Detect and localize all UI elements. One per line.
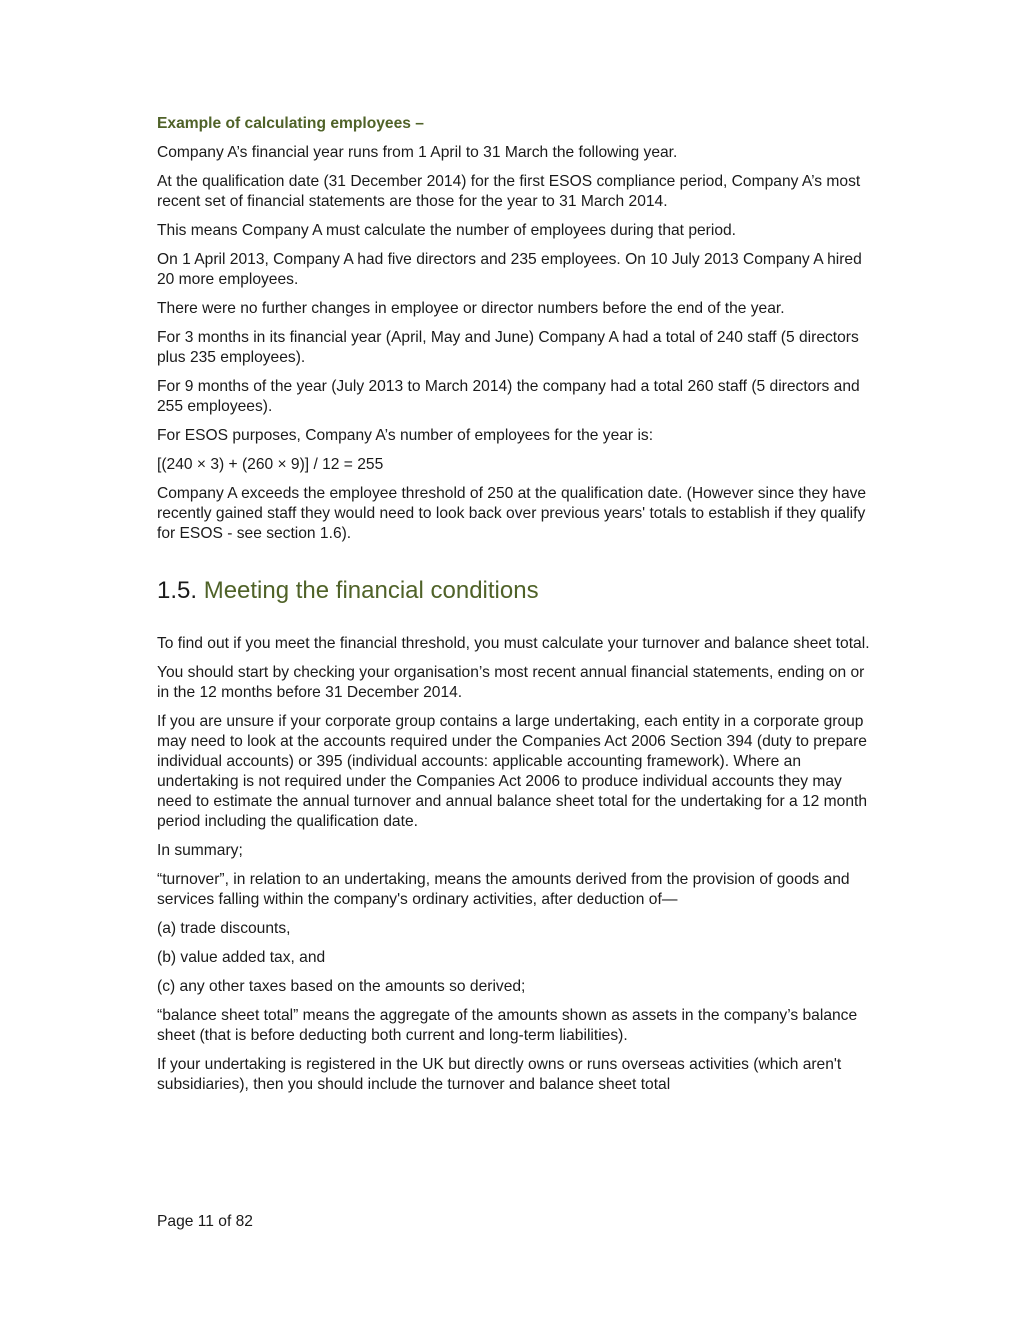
section-paragraph: If your undertaking is registered in the UK but directly owns or runs overseas activities (which aren't subsidiaries), then you should include the turnover and balance sheet total: [157, 1056, 842, 1093]
section-number: 1.5.: [157, 577, 198, 604]
page-content: [157, 114, 877, 1104]
section-heading: [157, 576, 877, 606]
example-paragraph: At the qualification date (31 December 2014) for the first ESOS compliance period, Company A’s most recent set of financial statements are those for the year to 31 March 2014.: [157, 173, 861, 210]
example-paragraph: Company A’s financial year runs from 1 April to 31 March the following year.: [157, 144, 678, 161]
example-heading: Example of calculating employees –: [157, 115, 424, 132]
section-paragraph: In summary;: [157, 842, 243, 859]
example-paragraph: For 3 months in its financial year (April, May and June) Company A had a total of 240 staff (5 directors plus 235 employees).: [157, 329, 859, 366]
section-paragraph: “turnover”, in relation to an undertaking, means the amounts derived from the provision of goods and services falling within the company's ordinary activities, after deduction of—: [157, 871, 850, 908]
section-list-item: (a) trade discounts,: [157, 920, 291, 937]
example-paragraph: For 9 months of the year (July 2013 to March 2014) the company had a total 260 staff (5 directors and 255 employees).: [157, 378, 860, 415]
section-title: Meeting the financial conditions: [203, 577, 539, 604]
example-paragraph: Company A exceeds the employee threshold of 250 at the qualification date. (However since they have recently gained staff they would need to look back over previous years' totals to establish if they qualify for ESOS - see section 1.6).: [157, 485, 867, 542]
section-list-item: (b) value added tax, and: [157, 949, 326, 966]
section-list-item: (c) any other taxes based on the amounts so derived;: [157, 978, 526, 995]
example-paragraph: For ESOS purposes, Company A’s number of employees for the year is:: [157, 427, 654, 444]
example-paragraph: There were no further changes in employee or director numbers before the end of the year.: [157, 300, 785, 317]
section-paragraph: You should start by checking your organisation’s most recent annual financial statements, ending on or in the 12 months before 31 December 2014.: [157, 664, 865, 701]
section-paragraph: “balance sheet total” means the aggregate of the amounts shown as assets in the company’s balance sheet (that is before deducting both current and long-term liabilities).: [157, 1007, 858, 1044]
example-paragraph: On 1 April 2013, Company A had five directors and 235 employees. On 10 July 2013 Company A hired 20 more employees.: [157, 251, 862, 288]
page-number: Page 11 of 82: [157, 1213, 253, 1230]
section-paragraph: If you are unsure if your corporate group contains a large undertaking, each entity in a corporate group may need to look at the accounts required under the Companies Act 2006 Section 394 (duty to prepare individual accounts) or 395 (individual accounts: applicable accounting framework). Where an undertaking is not required under the Companies Act 2006 to produce individual accounts they may need to estimate the annual turnover and annual balance sheet total for the undertaking for a 12 month period including the qualification date.: [157, 713, 868, 830]
example-formula: [(240 × 3) + (260 × 9)] / 12 = 255: [157, 456, 384, 473]
example-paragraph: This means Company A must calculate the number of employees during that period.: [157, 222, 737, 239]
section-paragraph: To find out if you meet the financial threshold, you must calculate your turnover and balance sheet total.: [157, 635, 870, 652]
